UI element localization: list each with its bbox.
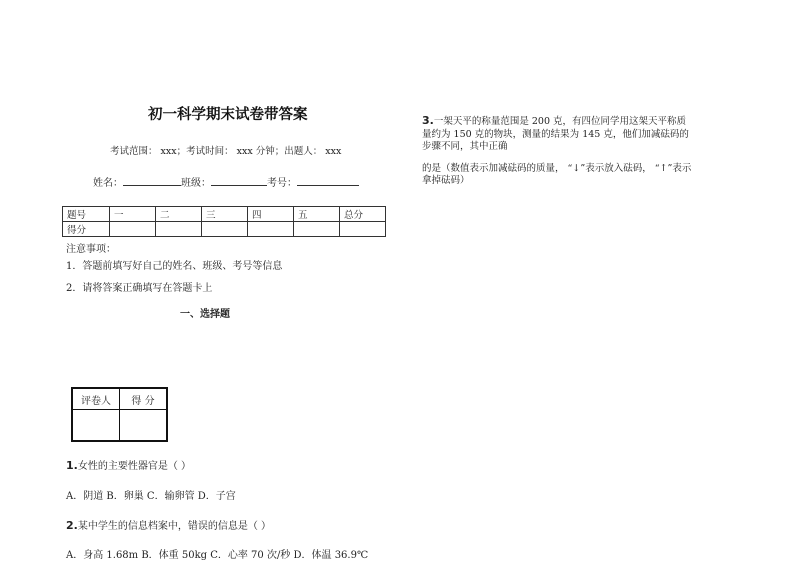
number-label: 考号： [267, 178, 297, 189]
section-title: 一、选择题 [180, 309, 230, 320]
question-2-options: A．身高 1.68m B．体重 50kg C．心率 70 次/秒 D．体温 36.9℃ [66, 550, 369, 561]
question-number: 2. [66, 519, 78, 532]
grader-label: 评卷人 [72, 388, 120, 410]
name-label: 姓名： [93, 178, 123, 189]
score-table [62, 206, 386, 237]
score-table-col-total: 总分 [340, 207, 386, 222]
score-table-col-2: 二 [156, 207, 202, 222]
score-table-col-4: 四 [248, 207, 294, 222]
class-label: 班级： [181, 178, 211, 189]
student-info-line [93, 174, 359, 189]
score-table-header-label: 题号 [63, 207, 110, 222]
question-1 [66, 457, 191, 472]
score-cell[interactable] [110, 222, 156, 237]
score-cell[interactable] [294, 222, 340, 237]
score-table-score-row [63, 222, 386, 237]
score-cell[interactable] [156, 222, 202, 237]
question-3-stem-continued: 的是（数值表示加减砝码的质量， “↓”表示放入砝码， “↑”表示拿掉砝码） [422, 162, 692, 187]
score-table-col-3: 三 [202, 207, 248, 222]
grader-cell[interactable] [72, 410, 120, 442]
question-text: 某中学生的信息档案中，错误的信息是（ ） [77, 521, 272, 532]
notes-heading: 注意事项： [66, 244, 116, 255]
note-item: 1．答题前填写好自己的姓名、班级、考号等信息 [66, 261, 283, 272]
exam-info: 考试范围： xxx；考试时间： xxx 分钟；出题人： xxx [110, 146, 342, 157]
question-number: 3. [422, 114, 434, 127]
score-cell[interactable] [340, 222, 386, 237]
grader-table-header-row [72, 388, 167, 410]
score-table-score-label: 得分 [63, 222, 110, 237]
question-2 [66, 517, 271, 532]
question-text: 女性的主要性器官是（ ） [77, 461, 192, 472]
score-table-header-row [63, 207, 386, 222]
grader-table-body-row [72, 410, 167, 442]
class-blank[interactable] [211, 174, 267, 186]
grader-score-cell[interactable] [120, 410, 168, 442]
grader-table [71, 387, 168, 442]
question-1-options: A．阴道 B．卵巢 C．输卵管 D．子宫 [66, 491, 236, 502]
number-blank[interactable] [297, 174, 359, 186]
question-3-stem [422, 115, 692, 154]
score-cell[interactable] [248, 222, 294, 237]
grader-score-label: 得 分 [120, 388, 168, 410]
question-number: 1. [66, 459, 78, 472]
question-3 [422, 115, 692, 188]
page-title: 初一科学期末试卷带答案 [148, 106, 308, 123]
score-cell[interactable] [202, 222, 248, 237]
name-blank[interactable] [123, 174, 181, 186]
question-text: 一架天平的称量范围是 200 克，有四位同学用这架天平称质量约为 150 克的物块，测量的结果为 145 克，他们加减砝码的步骤不同，其中正确 [422, 116, 689, 153]
score-table-col-1: 一 [110, 207, 156, 222]
score-table-col-5: 五 [294, 207, 340, 222]
note-item: 2．请将答案正确填写在答题卡上 [66, 283, 213, 294]
